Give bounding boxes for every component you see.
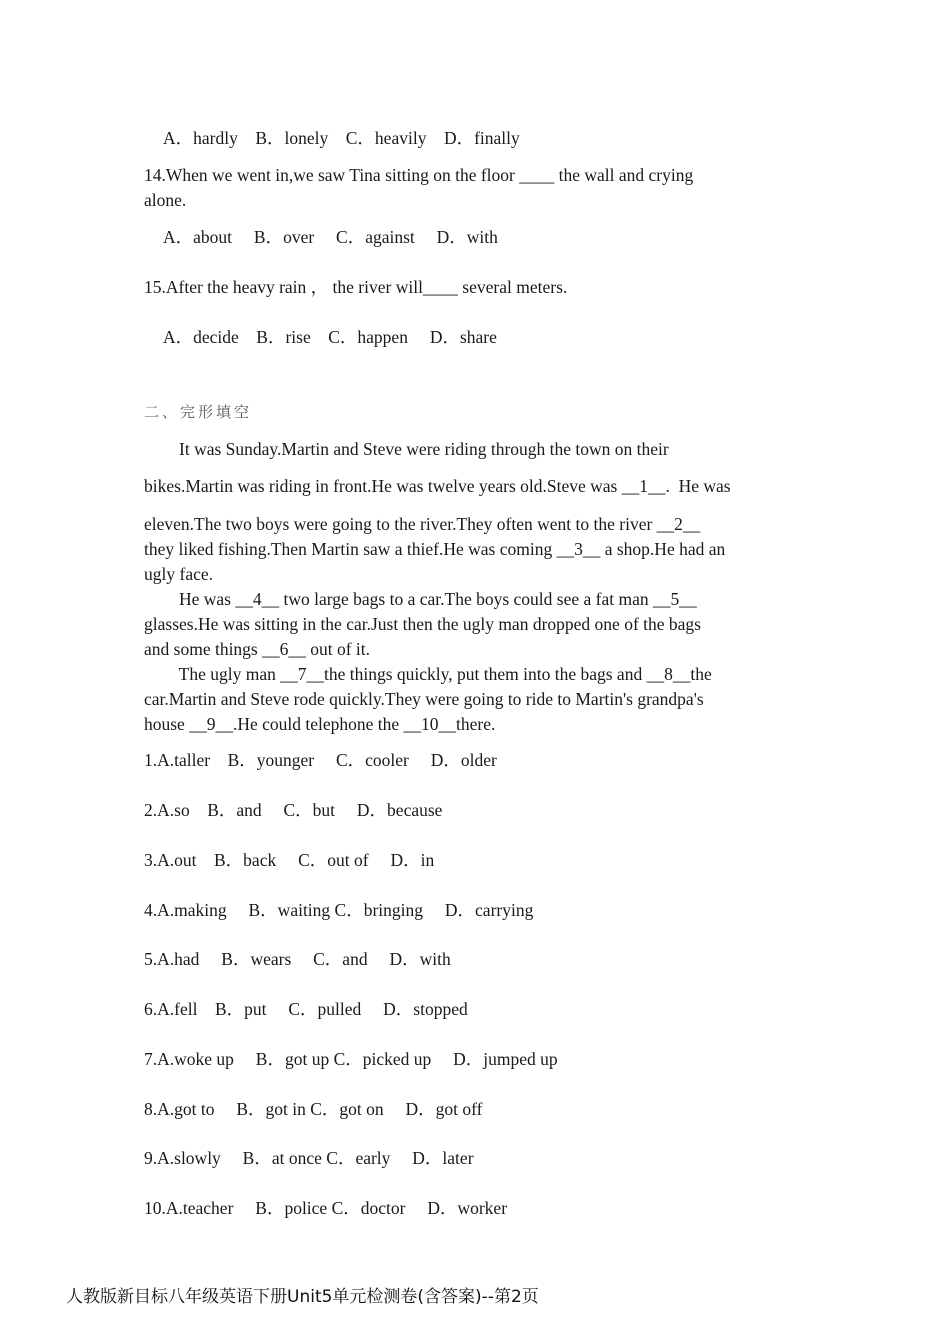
passage-line: and some things __6__ out of it. — [144, 639, 371, 659]
question-item: 3.A.out B．back C．out of D．in — [144, 850, 435, 870]
question-item: 5.A.had B．wears C．and D．with — [144, 949, 451, 969]
question-item: 10.A.teacher B．police C．doctor D．worker — [144, 1198, 508, 1218]
question-item: 8.A.got to B．got in C．got on D．got off — [144, 1099, 483, 1119]
passage-line: bikes.Martin was riding in front.He was twelve years old.Steve was __1__. He was — [144, 476, 731, 496]
question-item: 6.A.fell B．put C．pulled D．stopped — [144, 999, 468, 1019]
page-footer: 人教版新目标八年级英语下册Unit5单元检测卷(含答案)--第2页 — [66, 1287, 539, 1307]
question-item: 1.A.taller B．younger C．cooler D．older — [144, 750, 497, 770]
passage-line: It was Sunday.Martin and Steve were riding through the town on their — [144, 439, 669, 459]
question-item: 4.A.making B．waiting C．bringing D．carrying — [144, 900, 534, 920]
section-heading: 二、完形填空 — [144, 403, 253, 421]
passage-line: they liked fishing.Then Martin saw a thief.He was coming __3__ a shop.He had an — [144, 539, 726, 559]
passage-line: He was __4__ two large bags to a car.The boys could see a fat man __5__ — [144, 589, 697, 609]
passage-line: house __9__.He could telephone the __10__there. — [144, 714, 496, 734]
passage-line: eleven.The two boys were going to the river.They often went to the river __2__ — [144, 514, 701, 534]
question-item: 9.A.slowly B．at once C．early D．later — [144, 1148, 474, 1168]
q14-options: A．about B．over C．against D．with — [163, 227, 498, 247]
q14-stem-line1: 14.When we went in,we saw Tina sitting on the floor ____ the wall and crying — [144, 165, 694, 185]
q14-stem-line2: alone. — [144, 190, 187, 210]
question-item: 7.A.woke up B．got up C．picked up D．jumped up — [144, 1049, 558, 1069]
passage-line: glasses.He was sitting in the car.Just then the ugly man dropped one of the bags — [144, 614, 701, 634]
passage-line: The ugly man __7__the things quickly, put them into the bags and __8__the — [144, 664, 712, 684]
passage-line: ugly face. — [144, 564, 213, 584]
q15-options: A．decide B．rise C．happen D．share — [163, 327, 497, 347]
q15-stem: 15.After the heavy rain ， the river will____ several meters. — [144, 277, 568, 297]
passage-line: car.Martin and Steve rode quickly.They were going to ride to Martin's grandpa's — [144, 689, 704, 709]
q13-options: A．hardly B．lonely C．heavily D．finally — [163, 128, 520, 148]
question-item: 2.A.so B．and C．but D．because — [144, 800, 443, 820]
